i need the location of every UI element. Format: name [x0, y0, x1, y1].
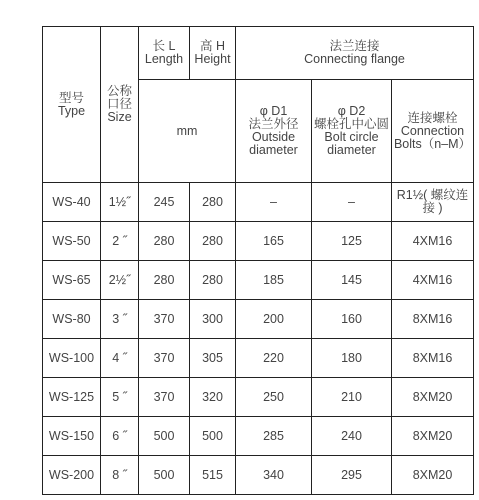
cell-height: 300 [190, 300, 236, 339]
cell-type: WS-100 [43, 339, 101, 378]
cell-size: 5 ˝ [101, 378, 139, 417]
cell-length: 370 [139, 339, 190, 378]
header-length-en: Length [144, 52, 184, 66]
header-size-zh2: 口径 [106, 97, 132, 111]
cell-type: WS-65 [43, 261, 101, 300]
cell-size: 8 ˝ [101, 456, 139, 495]
header-flange [236, 27, 474, 80]
cell-d1: 250 [236, 378, 312, 417]
header-d2 [312, 80, 392, 183]
cell-height: 500 [190, 417, 236, 456]
cell-length: 370 [139, 300, 190, 339]
header-unit: mm [139, 80, 236, 183]
header-bolts [392, 80, 474, 183]
cell-d2: 180 [312, 339, 392, 378]
header-bolts-zh: 连接螺栓 [407, 110, 458, 125]
header-d2-zh: 螺栓孔中心圆 [313, 117, 389, 131]
cell-d2: 160 [312, 300, 392, 339]
cell-bolts: 8XM16 [392, 339, 474, 378]
cell-length: 280 [139, 261, 190, 300]
header-d2-en1: Bolt circle [324, 130, 379, 144]
cell-d1: 220 [236, 339, 312, 378]
cell-length: 245 [139, 183, 190, 222]
cell-d2: 240 [312, 417, 392, 456]
header-d1-zh: 法兰外径 [248, 117, 299, 131]
table-row [43, 378, 474, 417]
cell-size: 1½˝ [101, 183, 139, 222]
cell-d2: 125 [312, 222, 392, 261]
cell-d2: 295 [312, 456, 392, 495]
header-bolts-en1: Connection [400, 123, 465, 138]
header-d2-sym: φ D2 [337, 104, 366, 118]
cell-size: 3 ˝ [101, 300, 139, 339]
cell-d1: 200 [236, 300, 312, 339]
cell-height: 280 [190, 261, 236, 300]
cell-d2: 145 [312, 261, 392, 300]
header-d1-en1: Outside [251, 130, 296, 144]
cell-d2: – [312, 183, 392, 222]
cell-height: 280 [190, 222, 236, 261]
header-size-zh1: 公称 [106, 84, 132, 98]
cell-type: WS-40 [43, 183, 101, 222]
table-row [43, 183, 474, 222]
cell-type: WS-125 [43, 378, 101, 417]
cell-d2: 210 [312, 378, 392, 417]
header-d2-en2: diameter [327, 143, 376, 157]
table-row [43, 339, 474, 378]
table-row [43, 261, 474, 300]
cell-bolts: 4XM16 [392, 222, 474, 261]
table-body [43, 183, 474, 495]
cell-type: WS-200 [43, 456, 101, 495]
cell-bolts: 4XM16 [392, 261, 474, 300]
header-model-zh: 型号 [58, 90, 84, 105]
header-d1 [236, 80, 312, 183]
cell-length: 370 [139, 378, 190, 417]
table-row [43, 417, 474, 456]
header-bolts-en2: Bolts（n–M） [393, 136, 472, 151]
cell-length: 500 [139, 456, 190, 495]
cell-height: 320 [190, 378, 236, 417]
cell-d1: 285 [236, 417, 312, 456]
cell-height: 515 [190, 456, 236, 495]
table-row [43, 222, 474, 261]
header-size [101, 27, 139, 183]
cell-d1: 185 [236, 261, 312, 300]
cell-size: 6 ˝ [101, 417, 139, 456]
cell-size: 2½˝ [101, 261, 139, 300]
table-row [43, 456, 474, 495]
cell-bolts: R1½( 螺纹连接 ) [392, 183, 474, 222]
cell-d1: 165 [236, 222, 312, 261]
cell-bolts: 8XM16 [392, 300, 474, 339]
cell-type: WS-150 [43, 417, 101, 456]
cell-type: WS-50 [43, 222, 101, 261]
header-row-top [43, 27, 474, 80]
cell-d1: – [236, 183, 312, 222]
header-size-en: Size [107, 110, 132, 124]
header-model-en: Type [57, 103, 86, 118]
table-row [43, 300, 474, 339]
header-flange-zh: 法兰连接 [329, 39, 380, 53]
cell-length: 500 [139, 417, 190, 456]
header-height [190, 27, 236, 80]
cell-bolts: 8XM20 [392, 456, 474, 495]
header-model [43, 27, 101, 183]
cell-d1: 340 [236, 456, 312, 495]
header-flange-en: Connecting flange [304, 52, 405, 66]
cell-bolts: 8XM20 [392, 378, 474, 417]
header-height-en: Height [194, 52, 231, 66]
header-height-zh: 高 H [199, 39, 225, 53]
header-d1-en2: diameter [249, 143, 298, 157]
header-length-zh: 长 L [152, 39, 176, 53]
cell-height: 280 [190, 183, 236, 222]
cell-length: 280 [139, 222, 190, 261]
cell-height: 305 [190, 339, 236, 378]
cell-size: 2 ˝ [101, 222, 139, 261]
header-length [139, 27, 190, 80]
cell-size: 4 ˝ [101, 339, 139, 378]
spec-table [42, 26, 474, 495]
header-d1-sym: φ D1 [259, 104, 288, 118]
cell-bolts: 8XM20 [392, 417, 474, 456]
cell-type: WS-80 [43, 300, 101, 339]
